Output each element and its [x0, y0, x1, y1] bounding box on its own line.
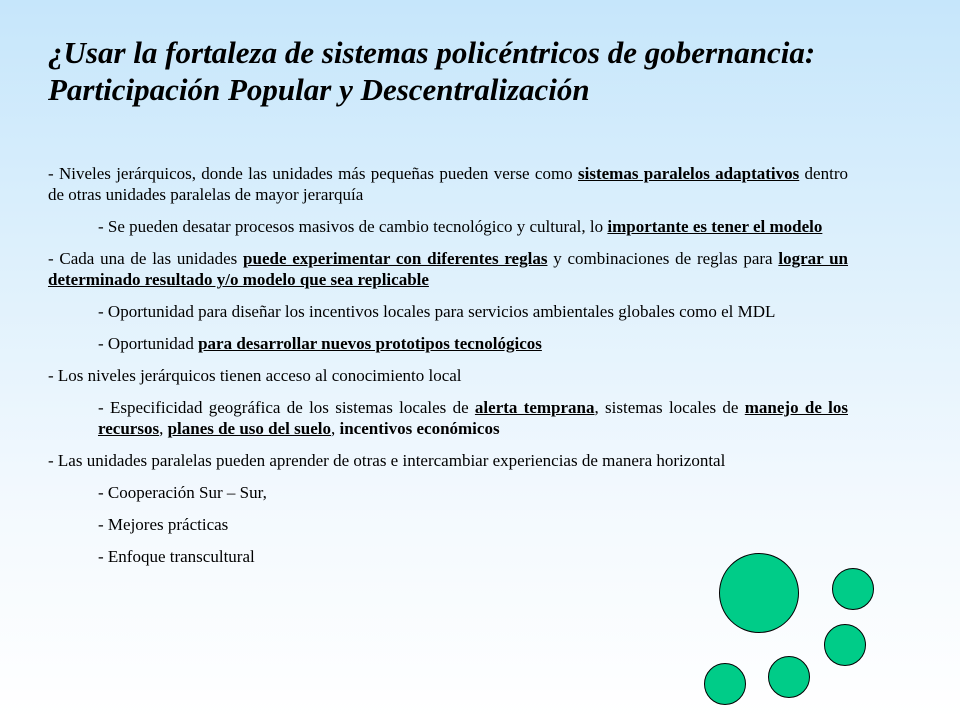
bullet-conocimiento-local [48, 365, 848, 386]
bullet-unidades-experimentar [48, 248, 848, 290]
sub-bullet-procesos-masivos [48, 216, 848, 237]
decorative-circle-middle-right [824, 624, 866, 666]
sub-bullet-especificidad [48, 397, 848, 439]
sub-bullet-mejores-practicas [48, 514, 848, 535]
decorative-circle-bottom-center [768, 656, 810, 698]
text: - Las unidades paralelas pueden aprender de otras e intercambiar experiencias de manera horizontal [48, 451, 726, 470]
emphasis: alerta temprana [474, 398, 595, 417]
bullet-niveles-jerarquicos [48, 163, 848, 205]
text: , sistemas locales de [594, 398, 745, 417]
text: - Especificidad geográfica de los sistemas locales de [98, 398, 475, 417]
text: - Enfoque transcultural [98, 547, 255, 566]
emphasis: para desarrollar nuevos prototipos tecnológicos [198, 334, 542, 353]
emphasis: planes de uso del suelo [167, 419, 331, 438]
sub-bullet-enfoque [48, 546, 848, 567]
decorative-circle-top-right [832, 568, 874, 610]
text: - Mejores prácticas [98, 515, 229, 534]
decorative-circle-bottom-left [704, 663, 746, 705]
text: dentro de otras unidades paralelas de mayor jerarquía [48, 164, 848, 204]
emphasis: manejo de los recursos [98, 398, 848, 438]
sub-bullet-prototipos [48, 333, 848, 354]
emphasis: sistemas paralelos adaptativos [578, 164, 800, 183]
text: - Se pueden desatar procesos masivos de cambio tecnológico y cultural, lo [98, 217, 608, 236]
text: - Oportunidad [98, 334, 199, 353]
slide-title: ¿Usar la fortaleza de sistemas policéntricos de gobernancia: Participación Popular y Descentralización [48, 35, 816, 107]
text: - Oportunidad para diseñar los incentivos locales para servicios ambientales globales como el MDL [98, 302, 776, 321]
text: - Niveles jerárquicos, donde las unidades más pequeñas pueden verse como [48, 164, 578, 183]
text: , [331, 419, 340, 438]
text: y combinaciones de reglas para [547, 249, 779, 268]
emphasis: lograr un determinado resultado y/o modelo que sea replicable [48, 249, 849, 289]
bullet-aprender-horizontal [48, 450, 848, 471]
text: , [159, 419, 168, 438]
emphasis-bold: incentivos económicos [339, 419, 500, 438]
sub-bullet-incentivos-mdl [48, 301, 848, 322]
text: - Cooperación Sur – Sur, [98, 483, 267, 502]
emphasis: importante es tener el modelo [607, 217, 823, 236]
decorative-circle-large [719, 553, 799, 633]
emphasis: puede experimentar con diferentes reglas [243, 249, 548, 268]
slide-body [48, 163, 848, 578]
text: - Cada una de las unidades [48, 249, 244, 268]
text: - Los niveles jerárquicos tienen acceso al conocimiento local [48, 366, 462, 385]
sub-bullet-cooperacion [48, 482, 848, 503]
